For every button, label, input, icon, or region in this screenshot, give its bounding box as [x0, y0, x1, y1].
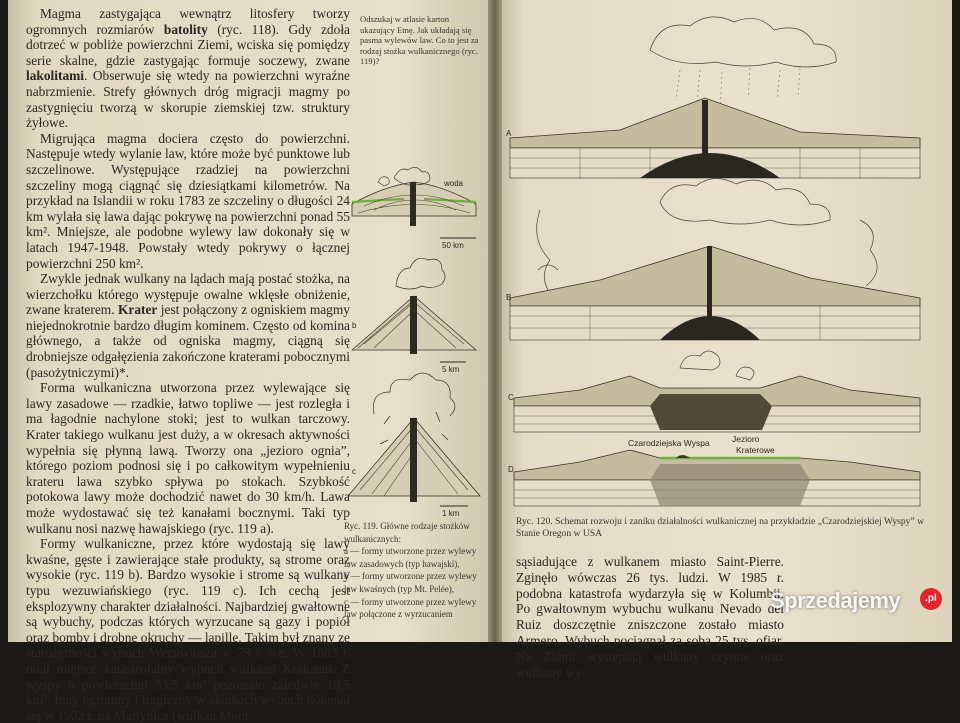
figure-119-caption-item-c: c — formy utworzone przez wylewy law połączone z wyrzucaniem — [344, 596, 477, 620]
left-paragraph-1 — [26, 6, 350, 131]
watermark-badge: .pl — [920, 588, 942, 610]
figure-120-stage-b — [506, 178, 920, 340]
figure-119-caption-item-a: a — formy utworzone przez wylewy law zasadowych (typ hawajski), — [344, 546, 477, 569]
text-run: Zwykle jednak wulkany na lądach mają postać stożka, na wierzchołku którego występuje owalne wklęsłe obniżenie, zwane kraterem. — [26, 271, 350, 318]
figure-119-caption-title: Ryc. 119. Główne rodzaje stożków wulkanicznych: — [344, 521, 470, 544]
text-run: (ryc. 118). Gdy zdoła dotrzeć w pobliże powierzchni Ziemi, wciska się pomiędzy serie skalne, gdzie zastygając formuje soczewy, zwane — [26, 21, 350, 68]
figure-119a — [352, 167, 476, 250]
figure-120-stage-d — [508, 434, 920, 506]
side-note: Odszukaj w atlasie karton ukazujący Etnę. Jak układają się pasma wylewów law. Co to jest za rodzaj stożka wulkanicznego (ryc. 119)? — [360, 14, 479, 66]
figure-120-caption: Ryc. 120. Schemat rozwoju i zaniku działalności wulkanicznej na przykładzie „Czarodziejskiej Wyspy” w Stanie Oregon w USA — [516, 516, 925, 539]
text-run: Forma wulkaniczna utworzona przez wylewające się lawy zasadowe — rzadkie, łatwo topliwe — jest rozległa i ma łagodnie nachylone stoki; jest to wulkan tarczowy. Krater takiego wulkanu jest duży, a w okresach aktywności wypełnia się płynną lawą. Tworzy ona „jezioro ognia”, którego poziom podnosi się i po całkowitym wypełnieniu krateru lawa szybko spływa po stokach. Szybkość potokowa lawy może dochodzić nawet do 30 km/h. Lawa może wydostawać się też kanałami bocznymi. Taki typ wulkanu nosi nazwę hawajskiego (ryc. 119 a). — [26, 380, 350, 536]
bold-term: Krater — [117, 302, 158, 318]
text-run: Formy wulkaniczne, przez które wydostają się lawy kwaśne, gęste i zawierające stałe produkty, są strome oraz wysokie (ryc. 119 b). Bardzo wysokie i strome są wulkany typu wezuwiańskiego (ryc. 119 c). Ich cechą jest eksplozywny charakter działalności. Najbardziej gwałtowne są wybuchy, podczas których wyrzucane są gazy i popiół oraz bomby i drobne okruchy — lapille. Takim był znany ze starożytności wybuch Wezuwiusza w 79 r. n.e. W 1883 r. miał miejsce katastrofalny wybuch wulkanu Krakatau. Z wyspy o powierzchni 33,5 km² pozostało zaledwie 10,5 km². Inny ogromny i tragiczny w skutkach wybuch dokonał się w 1902 r. na Martynice (wulkan Mont — [26, 536, 350, 723]
figure-119-caption — [344, 520, 484, 621]
stage-c-label: C — [508, 393, 514, 402]
figure-119c — [348, 373, 480, 518]
left-paragraph-5 — [26, 536, 350, 723]
stage-a-label: A — [506, 129, 512, 138]
lake-label-line1: Jezioro — [732, 434, 760, 444]
text-run: Migrująca magma dociera często do powierzchni. Następuje wtedy wylanie law, które może być punktowe lub szczelinowe. Występujące rzadziej na powierzchni szczeliny mogą ciągnąć się dziesiątkami kilometrów. Na przykład na Islandii w roku 1783 ze szczeliny o długości 24 km wylała się lawa dając pokrywę na powierzchni ponad 55 km². Mniejsze, ale podobne wylewy law dokonały się w latach 1947-1948. Powstały wtedy pokrywy o łącznej powierzchni 250 km². — [26, 130, 350, 271]
right-page-paragraph: sąsiadujące z wulkanem miasto Saint-Pierre. Zginęło wówczas 26 tys. ludzi. W 1985 r. podobna katastrofa wydarzyła się w Kolumbii. Po gwałtownym wybuchu wulkanu Nevado del Ruiz doszczętnie zniszczone zostało miasto Armero. Wybuch pociągnął za sobą 25 tys. ofiar. Na Ziemi występują wulkany czynne oraz wulkany wy- — [516, 554, 784, 680]
left-page-body-text — [26, 6, 350, 723]
letter-c: c — [352, 467, 356, 476]
letter-b: b — [352, 321, 357, 330]
text-run: jest połączony z ogniskiem magmy niejednokrotnie bardzo długim kominem. Często od komina głównego, a także od ogniska magmy, ciągną się drobniejsze odgałęzienia zakończone kraterami pobocznymi (pasożytniczymi)*. — [26, 302, 350, 380]
figure-120-crater-lake-stages — [500, 10, 950, 510]
lake-label-line2: Kraterowe — [736, 445, 775, 455]
left-paragraph-3 — [26, 271, 350, 380]
figure-119-volcano-cones — [344, 168, 484, 528]
scale-c-label: 1 km — [442, 509, 460, 518]
stage-d-label: D — [508, 465, 514, 474]
text-run: . Obserwuje się wtedy na powierzchni wyraźne nabrzmienie. Strefy głównych dróg migracji magmy po zastygnięciu tworzą w skorupie ziemskiej tzw. struktury żyłowe. — [26, 68, 350, 131]
right-page-body-text — [516, 554, 784, 680]
figure-120-stage-a — [506, 17, 920, 178]
left-paragraph-2 — [26, 131, 350, 271]
figure-119b — [352, 258, 476, 374]
bold-term: lakolitami — [26, 68, 85, 84]
left-paragraph-4 — [26, 380, 350, 536]
stage-b-label: B — [506, 293, 512, 302]
text-run: Magma zastygająca wewnątrz litosfery tworzy ogromnych rozmiarów — [26, 6, 350, 37]
water-label: woda — [444, 179, 464, 188]
bold-term: batolity — [163, 21, 208, 37]
figure-119-caption-item-b: b — formy utworzone przez wylewy law kwaśnych (typ Mt. Pelée), — [344, 571, 477, 594]
watermark-logo: Sprzedajemy — [770, 588, 901, 613]
scale-b-label: 5 km — [442, 365, 460, 374]
figure-120-stage-c — [508, 351, 920, 432]
island-label: Czarodziejska Wyspa — [628, 438, 710, 448]
scale-a-label: 50 km — [442, 241, 464, 250]
